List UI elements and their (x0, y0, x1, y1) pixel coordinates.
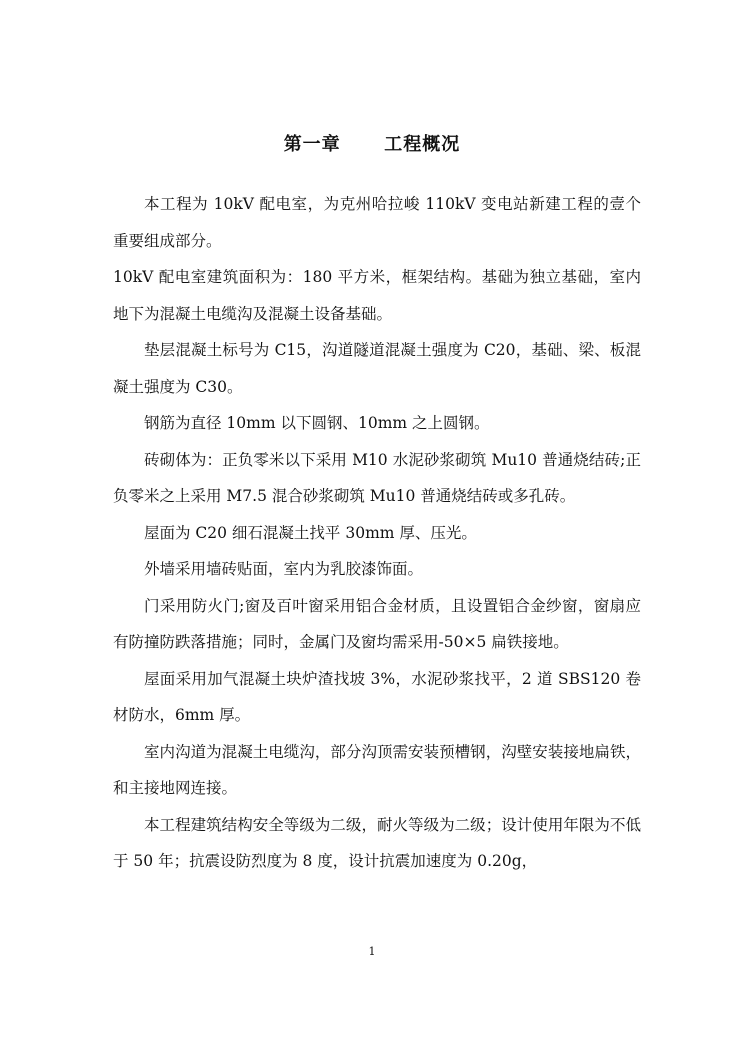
paragraph-roof-waterproofing: 屋面采用加气混凝土块炉渣找坡 3%，水泥砂浆找平，2 道 SBS120 卷材防水，6mm 厚。 (113, 669, 641, 724)
paragraph-building-area: 10kV 配电室建筑面积为：180 平方米，框架结构。基础为独立基础，室内地下为混凝土电缆沟及混凝土设备基础。 (113, 268, 641, 323)
paragraph-rebar: 钢筋为直径 10mm 以下圆钢、10mm 之上圆钢。 (144, 414, 490, 432)
body-text (113, 186, 641, 880)
page-number: 1 (368, 945, 376, 958)
paragraph-concrete-grades: 垫层混凝土标号为 C15，沟道隧道混凝土强度为 C20，基础、梁、板混凝土强度为 C30。 (113, 341, 641, 396)
paragraph-safety-grade: 本工程建筑结构安全等级为二级，耐火等级为二级；设计使用年限为不低于 50 年；抗震设防烈度为 8 度，设计抗震加速度为 0.20g， (113, 815, 641, 870)
paragraph-doors-windows: 门采用防火门;窗及百叶窗采用铝合金材质，且设置铝合金纱窗，窗扇应有防撞防跌落措施；同时，金属门及窗均需采用-50×5 扁铁接地。 (113, 596, 641, 651)
paragraph-cable-trench: 室内沟道为混凝土电缆沟，部分沟顶需安装预槽钢，沟壁安装接地扁铁，和主接地网连接。 (113, 742, 641, 797)
chapter-title: 第一章 工程概况 (283, 134, 461, 155)
paragraph-project-overview: 本工程为 10kV 配电室，为克州哈拉峻 110kV 变电站新建工程的壹个重要组成部分。 (113, 195, 641, 250)
paragraph-wall-finish: 外墙采用墙砖贴面，室内为乳胶漆饰面。 (144, 560, 424, 578)
paragraph-roof-leveling: 屋面为 C20 细石混凝土找平 30mm 厚、压光。 (144, 523, 477, 542)
paragraph-masonry: 砖砌体为：正负零米以下采用 M10 水泥砂浆砌筑 Mu10 普通烧结砖;正负零米之上采用 M7.5 混合砂浆砌筑 Mu10 普通烧结砖或多孔砖。 (113, 450, 641, 505)
